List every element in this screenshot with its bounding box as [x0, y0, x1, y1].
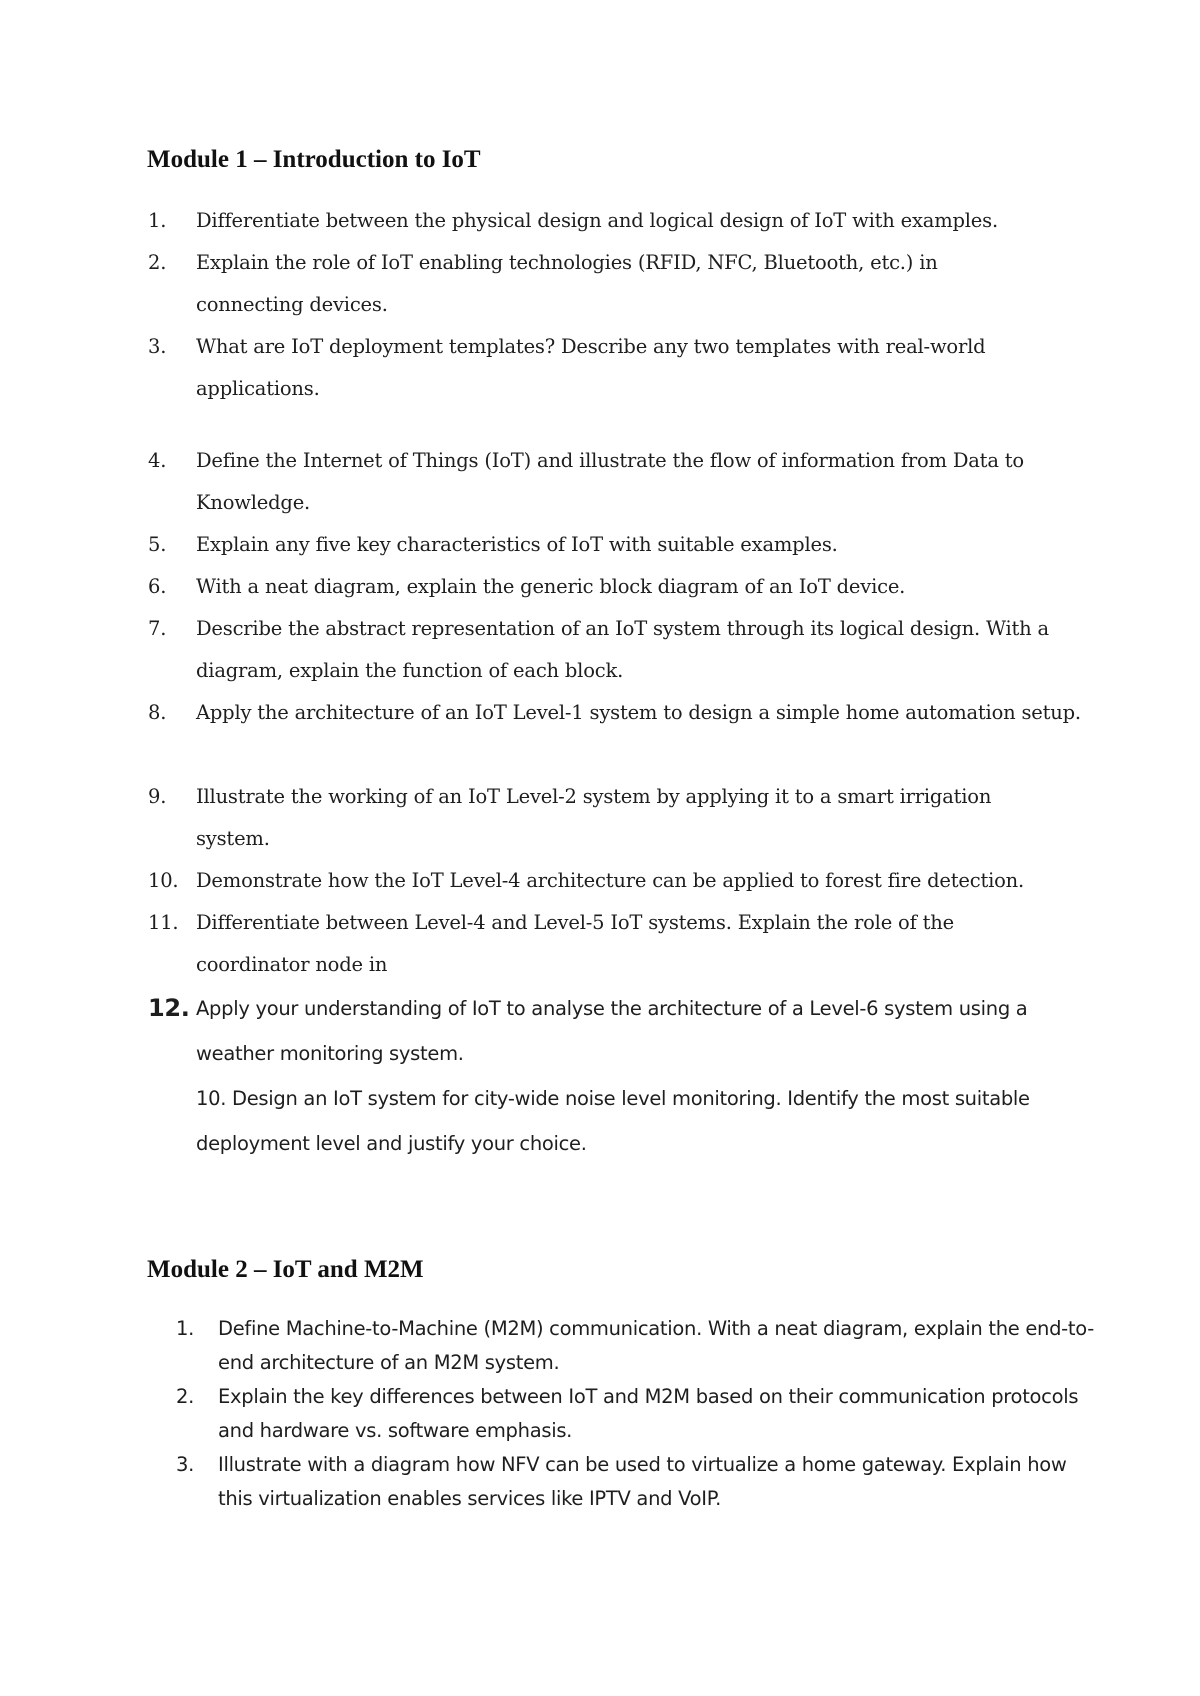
module-1-question-12: [148, 986, 1108, 1076]
question-number: 6.: [148, 575, 167, 598]
question-text: Explain the key differences between IoT and M2M based on their communication protocols and hardware vs. software emphasis.: [218, 1385, 1079, 1442]
question-text: Differentiate between the physical design and logical design of IoT with examples.: [196, 209, 998, 232]
question-text: Define the Internet of Things (IoT) and illustrate the flow of information from Data to Knowledge.: [196, 449, 1024, 514]
question-text: Explain any five key characteristics of IoT with suitable examples.: [196, 533, 838, 556]
question-number: 3.: [148, 335, 167, 358]
question-number: 9.: [148, 785, 167, 808]
question-text: With a neat diagram, explain the generic block diagram of an IoT device.: [196, 575, 906, 598]
question-number: 2.: [176, 1385, 195, 1408]
question-number: 12.: [148, 994, 190, 1022]
module-1-question-10: [148, 860, 1108, 902]
question-text: Demonstrate how the IoT Level-4 architecture can be applied to forest fire detection.: [196, 869, 1025, 892]
question-text: Describe the abstract representation of an IoT system through its logical design. With a diagram, explain the function of each block.: [196, 617, 1049, 682]
module-1-question-11: [148, 902, 1108, 986]
question-number: 11.: [148, 911, 179, 934]
module-1-question-7: [148, 608, 1108, 692]
question-text: Differentiate between Level-4 and Level-5 IoT systems. Explain the role of the coordinator node in: [196, 911, 954, 976]
question-text: Illustrate the working of an IoT Level-2 system by applying it to a smart irrigation system.: [196, 785, 992, 850]
module-2-question-2: [176, 1380, 1096, 1448]
question-number: 4.: [148, 449, 167, 472]
question-number: 5.: [148, 533, 167, 556]
question-number: 7.: [148, 617, 167, 640]
question-number: 3.: [176, 1453, 195, 1476]
question-text: Define Machine-to-Machine (M2M) communication. With a neat diagram, explain the end-to-end architecture of an M2M system.: [218, 1317, 1094, 1374]
module-1-question-6: [148, 566, 1108, 608]
module-1-heading: Module 1 – Introduction to IoT: [147, 146, 481, 173]
module-1-question-1: [148, 200, 1108, 242]
question-text: What are IoT deployment templates? Describe any two templates with real-world applications.: [196, 335, 986, 400]
module-2-question-3: [176, 1448, 1096, 1516]
question-number: 1.: [176, 1317, 195, 1340]
module-1-question-8: [148, 692, 1108, 734]
question-text: Explain the role of IoT enabling technologies (RFID, NFC, Bluetooth, etc.) in connecting devices.: [196, 251, 938, 316]
module-2-heading: Module 2 – IoT and M2M: [147, 1256, 424, 1283]
question-number: 10.: [148, 869, 179, 892]
module-1-question-9: [148, 776, 1108, 860]
module-1-question-3: [148, 326, 1108, 410]
module-1-question-5: [148, 524, 1108, 566]
question-text: Apply the architecture of an IoT Level-1 system to design a simple home automation setup.: [196, 701, 1081, 724]
module-2-question-1: [176, 1312, 1096, 1380]
question-text: Apply your understanding of IoT to analyse the architecture of a Level-6 system using a weather monitoring system.: [196, 997, 1028, 1065]
question-number: 1.: [148, 209, 167, 232]
question-number: 2.: [148, 251, 167, 274]
module-1-question-2: [148, 242, 1108, 326]
question-text: Illustrate with a diagram how NFV can be used to virtualize a home gateway. Explain how this virtualization enables services like IPTV and VoIP.: [218, 1453, 1067, 1510]
question-number: 8.: [148, 701, 167, 724]
module-1-extra-question: 10. Design an IoT system for city-wide noise level monitoring. Identify the most suitable deployment level and justify your choice.: [196, 1087, 1030, 1155]
module-1-question-4: [148, 440, 1108, 524]
